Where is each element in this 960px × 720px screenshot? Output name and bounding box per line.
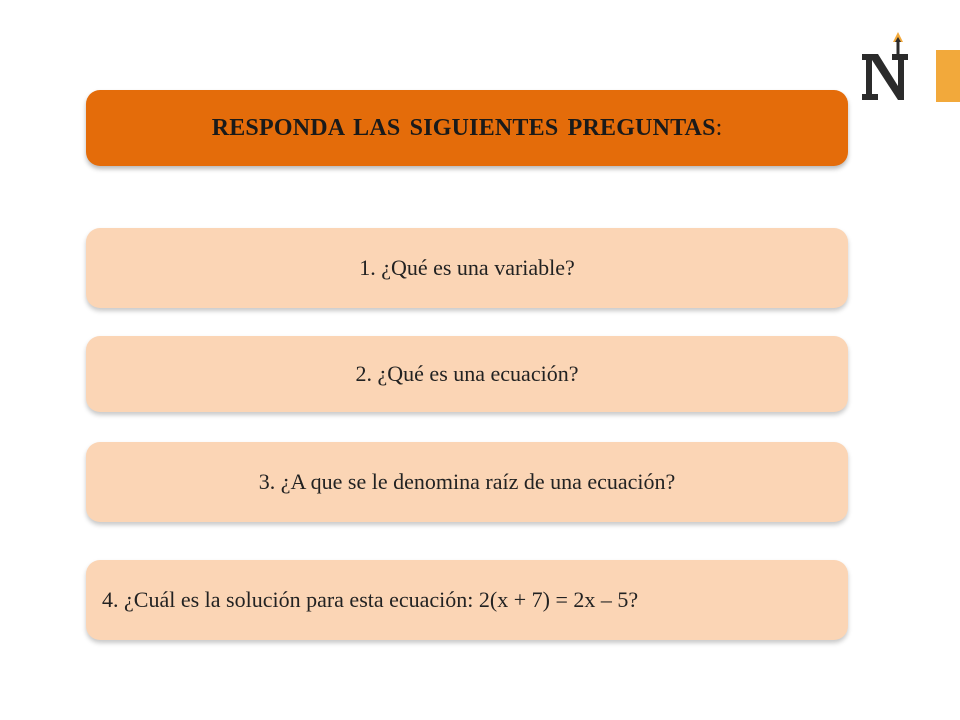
header-banner — [86, 90, 848, 166]
accent-bar — [936, 50, 960, 102]
n-logo-icon — [858, 30, 918, 104]
question-text-1: 1. ¿Qué es una variable? — [359, 255, 575, 280]
question-text-2: 2. ¿Qué es una ecuación? — [355, 361, 579, 386]
question-box-4 — [86, 560, 848, 640]
question-text-4: 4. ¿Cuál es la solución para esta ecuación: 2(x + 7) = 2x – 5? — [102, 587, 639, 612]
header-title: RESPONDA LAS SIGUIENTES PREGUNTAS — [211, 114, 716, 141]
question-text-3: 3. ¿A que se le denomina raíz de una ecuación? — [258, 469, 676, 494]
question-box-1 — [86, 228, 848, 308]
question-box-2 — [86, 336, 848, 412]
question-box-3 — [86, 442, 848, 522]
header-colon: : — [715, 114, 723, 141]
